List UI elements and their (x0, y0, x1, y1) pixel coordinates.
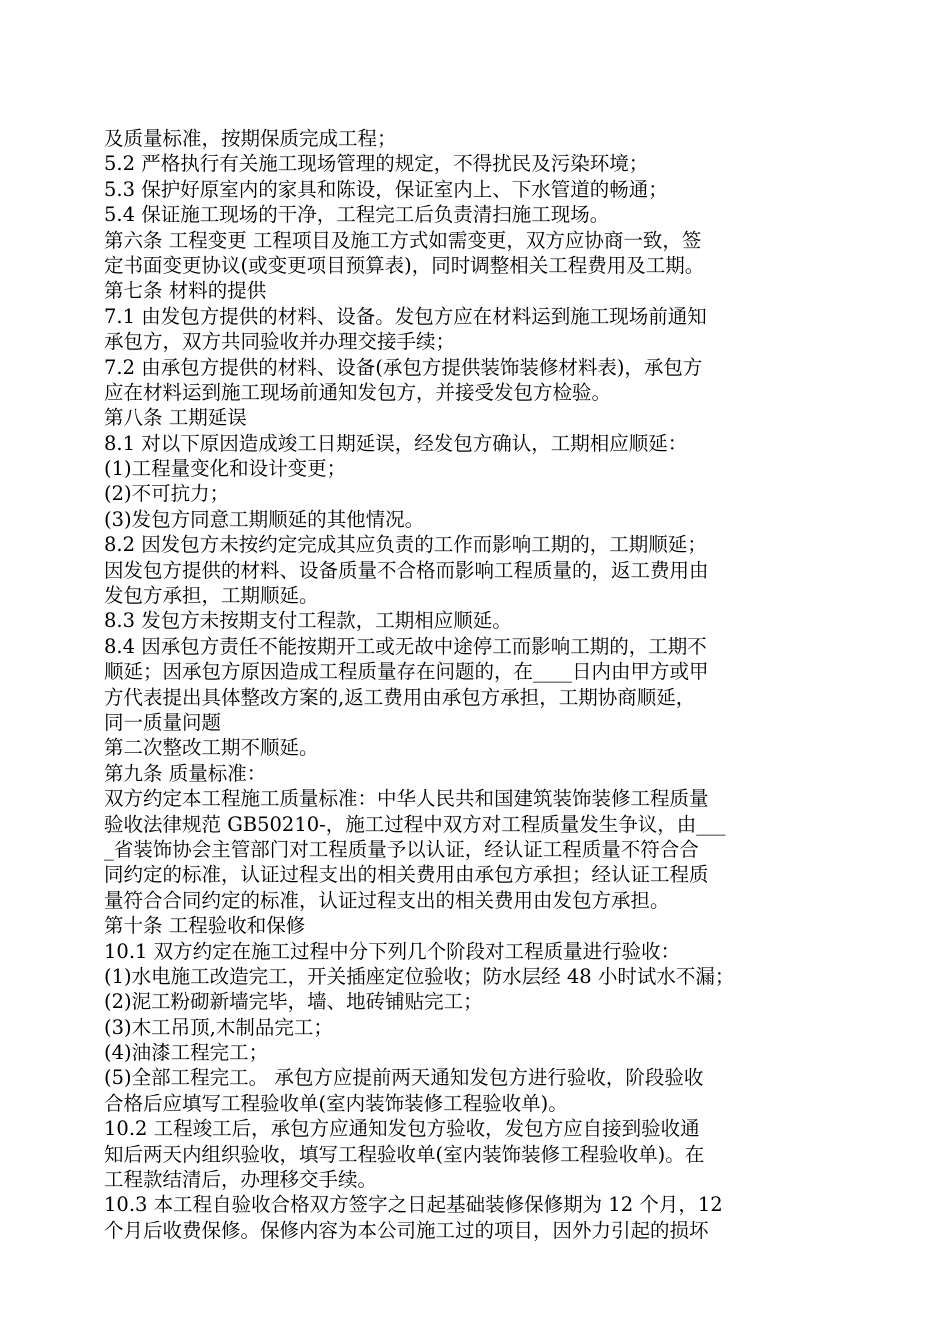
text-line: 个月后收费保修。保修内容为本公司施工过的项目，因外力引起的损坏 (104, 1218, 709, 1242)
text-line: 发包方承担，工期顺延。 (104, 584, 319, 608)
section-heading: 第十条 工程验收和保修 (104, 914, 306, 938)
text-line: 验收法律规范 GB50210-，施工过程中双方对工程质量发生争议，由___ (104, 812, 726, 836)
text-line: 双方约定本工程施工质量标准：中华人民共和国建筑装饰装修工程质量 (104, 787, 709, 811)
text-line: 同一质量问题 (104, 710, 222, 734)
text-line: 第二次整改工期不顺延。 (104, 736, 319, 760)
text-line: 7.1 由发包方提供的材料、设备。发包方应在材料运到施工现场前通知 (104, 304, 707, 328)
text-line: 7.2 由承包方提供的材料、设备(承包方提供装饰装修材料表)，承包方 (104, 355, 703, 379)
text-line: 8.2 因发包方未按约定完成其应负责的工作而影响工期的，工期顺延； (104, 533, 707, 557)
text-line: (2)泥工粉砌新墙完毕，墙、地砖铺贴完工； (104, 990, 483, 1014)
text-line: (3)发包方同意工期顺延的其他情况。 (104, 507, 425, 531)
text-line: 5.4 保证施工现场的干净，工程完工后负责清扫施工现场。 (104, 203, 610, 227)
text-line: 合格后应填写工程验收单(室内装饰装修工程验收单)。 (104, 1091, 568, 1115)
section-heading: 第七条 材料的提供 (104, 279, 267, 303)
document-page (104, 126, 852, 1243)
text-line: 10.1 双方约定在施工过程中分下列几个阶段对工程质量进行验收： (104, 939, 681, 963)
section-heading: 第九条 质量标准： (104, 761, 267, 785)
text-line: 因发包方提供的材料、设备质量不合格而影响工程质量的，返工费用由 (104, 558, 709, 582)
text-line: _省装饰协会主管部门对工程质量予以认证，经认证工程质量不符合合 (104, 837, 699, 861)
text-line: 承包方，双方共同验收并办理交接手续； (104, 330, 456, 354)
text-line: 10.2 工程竣工后，承包方应通知发包方验收，发包方应自接到验收通 (104, 1117, 700, 1141)
text-line: 5.3 保护好原室内的家具和陈设，保证室内上、下水管道的畅通； (104, 177, 668, 201)
section-heading: 第八条 工期延误 (104, 406, 247, 430)
text-line: 及质量标准，按期保质完成工程； (104, 127, 397, 150)
text-line: (2)不可抗力； (104, 482, 230, 506)
text-line: 方代表提出具体整改方案的,返工费用由承包方承担，工期协商顺延， (104, 685, 696, 709)
text-line: 定书面变更协议(或变更项目预算表)，同时调整相关工程费用及工期。 (104, 253, 705, 277)
text-line: 同约定的标准，认证过程支出的相关费用由承包方承担；经认证工程质 (104, 863, 709, 887)
text-line: (5)全部工程完工。 承包方应提前两天通知发包方进行验收，阶段验收 (104, 1066, 704, 1090)
text-line: 应在材料运到施工现场前通知发包方，并接受发包方检验。 (104, 380, 612, 404)
text-line: 10.3 本工程自验收合格双方签字之日起基础装修保修期为 12 个月，12 (104, 1193, 723, 1217)
text-line: 5.2 严格执行有关施工现场管理的规定，不得扰民及污染环境； (104, 152, 649, 176)
text-line: 8.1 对以下原因造成竣工日期延误，经发包方确认，工期相应顺延： (104, 431, 688, 455)
text-line: 量符合合同约定的标准，认证过程支出的相关费用由发包方承担。 (104, 888, 670, 912)
text-line: (1)水电施工改造完工，开关插座定位验收；防水层经 48 小时试水不漏； (104, 964, 735, 988)
text-line: 工程款结清后，办理移交手续。 (104, 1168, 378, 1192)
text-line: (3)木工吊顶,木制品完工； (104, 1015, 333, 1039)
text-line: 顺延；因承包方原因造成工程质量存在问题的，在____日内由甲方或甲 (104, 660, 709, 684)
text-line: (4)油漆工程完工； (104, 1041, 269, 1065)
text-line: 第六条 工程变更 工程项目及施工方式如需变更，双方应协商一致，签 (104, 228, 702, 252)
text-line: (1)工程量变化和设计变更； (104, 457, 347, 481)
text-line: 8.3 发包方未按期支付工程款，工期相应顺延。 (104, 609, 512, 633)
text-line: 知后两天内组织验收，填写工程验收单(室内装饰装修工程验收单)。在 (104, 1142, 705, 1166)
text-line: 8.4 因承包方责任不能按期开工或无故中途停工而影响工期的，工期不 (104, 634, 707, 658)
